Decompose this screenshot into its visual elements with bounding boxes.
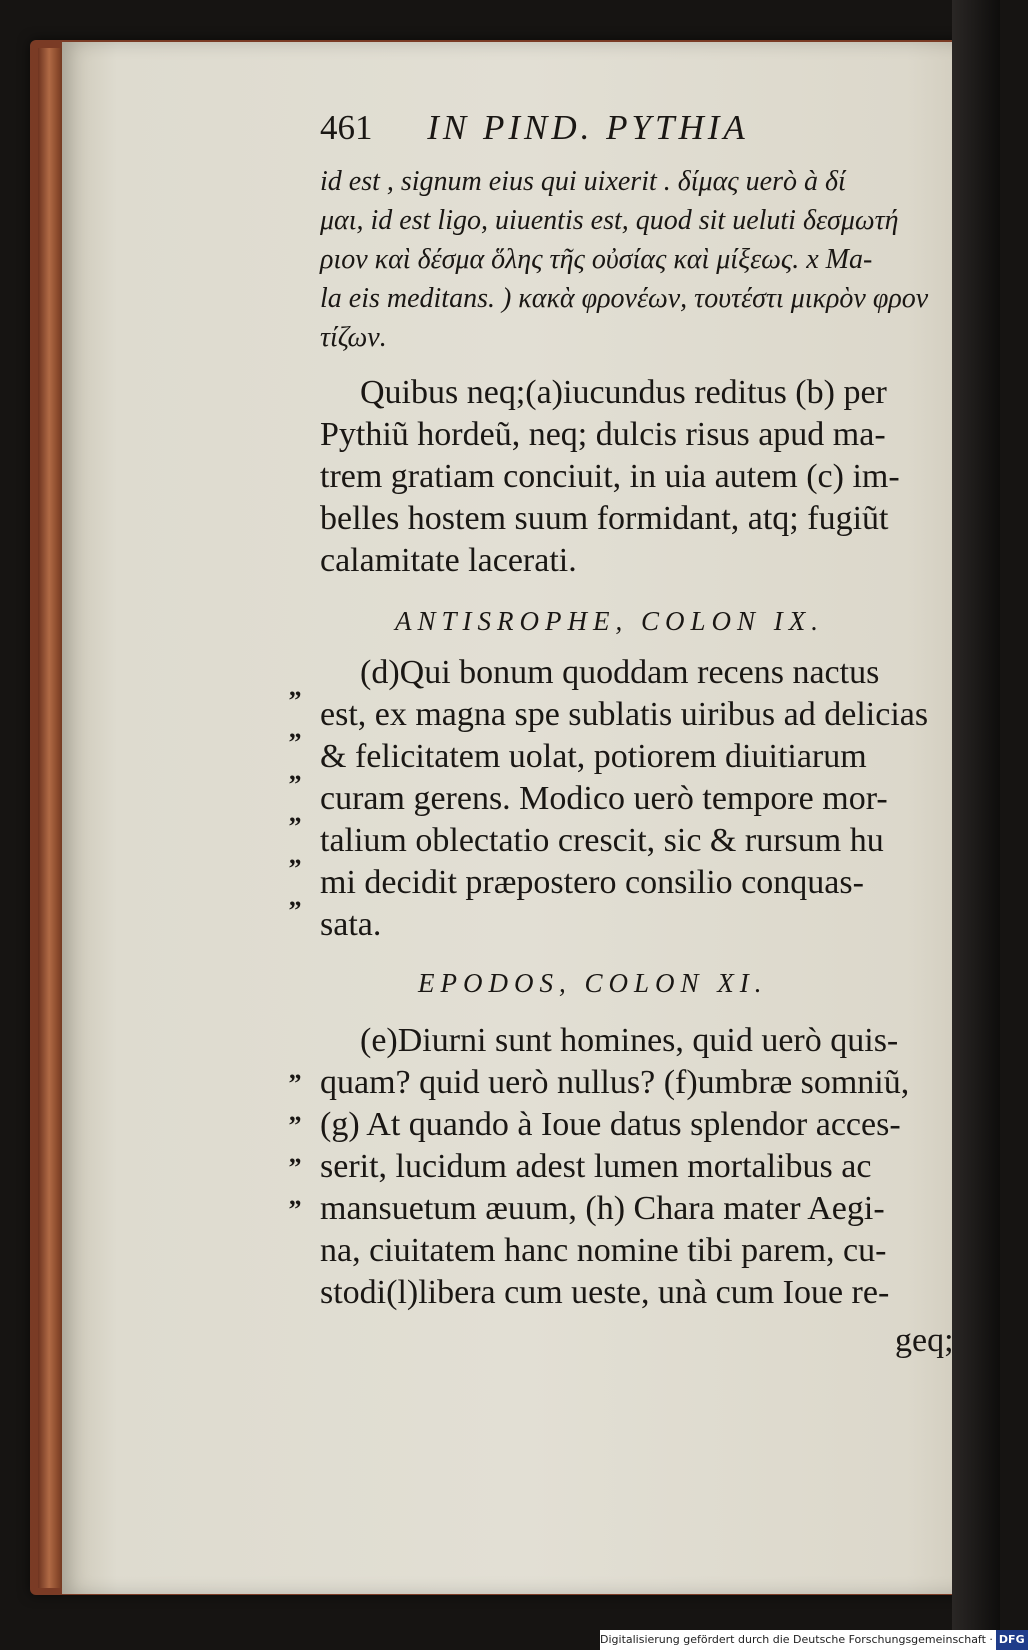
text-line: quam? quid uerò nullus? (f)umbræ somniũ, — [320, 1064, 910, 1101]
quote-mark: ” — [288, 728, 302, 757]
quote-mark: ” — [288, 1111, 302, 1140]
paragraph-epodos — [320, 1020, 965, 1314]
quote-marks-column — [280, 680, 310, 932]
running-header — [320, 108, 880, 152]
quote-mark: ” — [288, 812, 302, 841]
running-title: IN PIND. PYTHIA — [427, 108, 749, 147]
quote-mark: ” — [288, 1069, 302, 1098]
quote-mark: ” — [288, 770, 302, 799]
paragraph-antistrophe — [320, 652, 965, 946]
text-line: calamitate lacerati. — [320, 542, 577, 579]
text-line: belles hostem suum formidant, atq; fugiũt — [320, 500, 889, 537]
text-line: na, ciuitatem hanc nomine tibi parem, cu- — [320, 1232, 887, 1269]
page-number: 461 — [320, 108, 373, 147]
text-line: talium oblectatio crescit, sic & rursum hu — [320, 822, 884, 859]
text-line: sata. — [320, 906, 382, 943]
text-line: (e)Diurni sunt homines, quid uerò quis- — [360, 1022, 899, 1059]
text-line: mansuetum æuum, (h) Chara mater Aegi- — [320, 1190, 885, 1227]
commentary-note — [320, 162, 965, 357]
note-line: id est , signum eius qui uixerit . δίμας uerò à δί — [320, 166, 846, 197]
text-line: & felicitatem uolat, potiorem diuitiarum — [320, 738, 867, 775]
section-heading-epodos: EPODOS, COLON XI. — [418, 968, 768, 998]
text-line: curam gerens. Modico uerò tempore mor- — [320, 780, 888, 817]
text-line: serit, lucidum adest lumen mortalibus ac — [320, 1148, 872, 1185]
dfg-logo: DFG — [996, 1630, 1028, 1650]
digitization-footer — [600, 1630, 1025, 1650]
quote-mark: ” — [288, 896, 302, 925]
footer-text: Digitalisierung gefördert durch die Deutsche Forschungsgemeinschaft · — [600, 1633, 993, 1646]
note-line: τίζων. — [320, 322, 387, 353]
quote-marks-column — [280, 1063, 310, 1231]
quote-mark: ” — [288, 1195, 302, 1224]
paragraph-strophe — [320, 372, 965, 582]
text-line: mi decidit præpostero consilio conquas- — [320, 864, 864, 901]
text-line: trem gratiam conciuit, in uia autem (c) im- — [320, 458, 900, 495]
section-heading-antistrophe: ANTISROPHE, COLON IX. — [395, 606, 824, 636]
note-line: μαι, id est ligo, uiuentis est, quod sit ueluti δεσμωτή — [320, 205, 899, 236]
text-line: (d)Qui bonum quoddam recens nactus — [360, 654, 880, 691]
text-line: stodi(l)libera cum ueste, unà cum Ioue re- — [320, 1274, 890, 1311]
text-line: (g) At quando à Ioue datus splendor acces- — [320, 1106, 901, 1143]
note-line: ριον καὶ δέσμα ὅλης τῆς οὐσίας καὶ μίξεως. x Ma- — [320, 244, 873, 275]
quote-mark: ” — [288, 686, 302, 715]
note-line: la eis meditans. ) κακὰ φρονέων, τουτέστι μικρὸν φρον — [320, 283, 929, 314]
catchword: geq; — [895, 1322, 954, 1359]
quote-mark: ” — [288, 854, 302, 883]
quote-mark: ” — [288, 1153, 302, 1182]
text-line: Pythiũ hordeũ, neq; dulcis risus apud ma- — [320, 416, 886, 453]
text-line: est, ex magna spe sublatis uiribus ad delicias — [320, 696, 929, 733]
text-line: Quibus neq;(a)iucundus reditus (b) per — [360, 374, 887, 411]
